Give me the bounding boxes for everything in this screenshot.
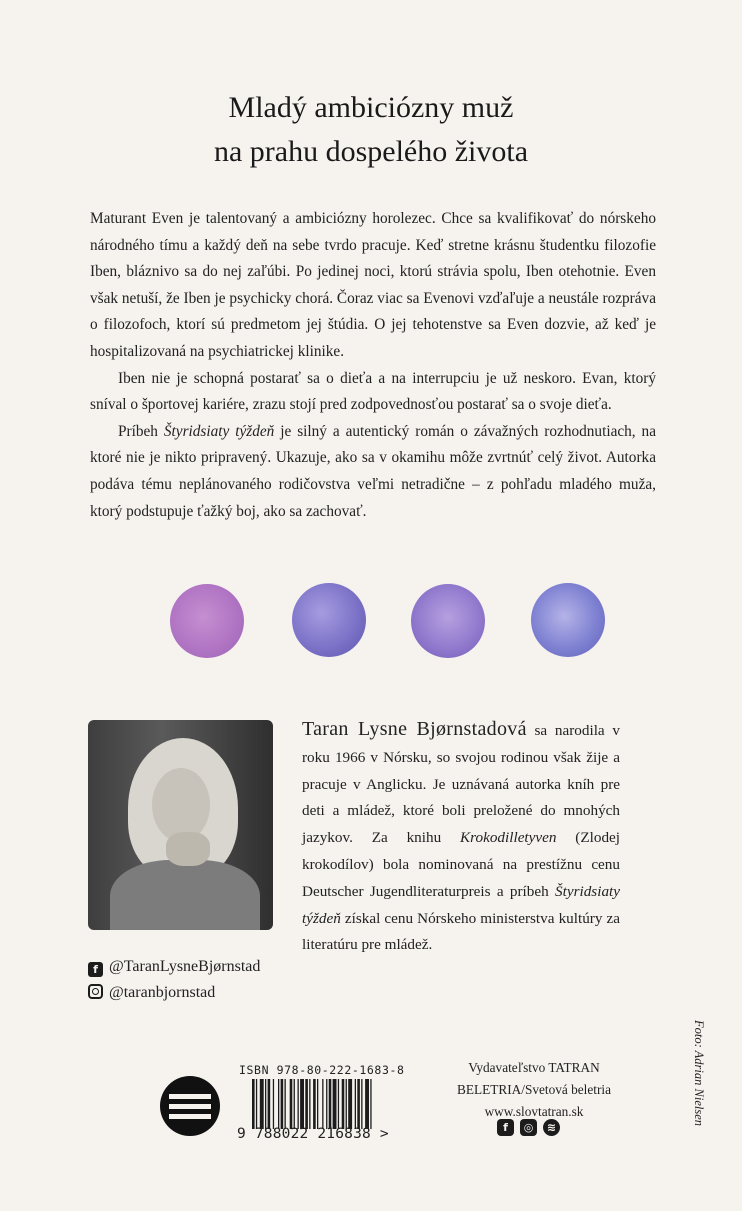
barcode-bar (285, 1079, 286, 1129)
headline-line-1: Mladý ambiciózny muž (228, 91, 514, 124)
barcode-bar (252, 1079, 255, 1129)
barcode-bar (313, 1079, 316, 1129)
logo-bar-middle (169, 1104, 211, 1109)
logo-bar-top (169, 1094, 211, 1099)
blurb-paragraph-3 (90, 419, 656, 525)
bio-book-2: Štyridsiaty týždeň (302, 882, 620, 927)
instagram-icon[interactable]: ◎ (520, 1119, 537, 1136)
barcode-bar (281, 1079, 284, 1129)
facebook-icon: f (88, 962, 103, 977)
bio-text-1: sa narodila v roku 1966 v Nórsku, so svojou rodinou však žije a pracuje v Anglicku. Je uznávaná autorka kníh pre deti a mládež, ktoré boli preložené do mnohých jazykov. Za knihu (302, 722, 621, 847)
barcode-bar (300, 1079, 304, 1129)
barcode-bar (273, 1079, 274, 1129)
blurb-p3-pre: Príbeh (118, 422, 164, 440)
author-photo-hand (166, 832, 210, 866)
blurb-paragraph-2: Iben nie je schopná postarať sa o dieťa a na interrupciu je už neskoro. Evan, ktorý sníval o športovej kariére, zrazu stojí pred zodpovednosťou postarať sa o svoje dieťa. (90, 369, 656, 414)
photo-credit: Foto: Adrian Nielsen (692, 1020, 706, 1127)
barcode-bar (370, 1079, 371, 1129)
barcode-bar (317, 1079, 318, 1129)
facebook-icon[interactable]: f (497, 1119, 514, 1136)
barcode (252, 1079, 410, 1129)
bio-text-3: získal cenu Nórskeho ministerstva kultúry za literatúru pre mládež. (302, 909, 620, 954)
author-bio-text (302, 716, 620, 959)
barcode-bar (355, 1079, 356, 1129)
author-photo (88, 720, 273, 930)
author-photo-face (152, 768, 210, 842)
barcode-bar (342, 1079, 345, 1129)
barcode-bar (294, 1079, 295, 1129)
publisher-url[interactable]: www.slovtatran.sk (484, 1104, 584, 1119)
publisher-info (440, 1057, 628, 1123)
barcode-bar (278, 1079, 279, 1129)
spotify-icon[interactable]: ≋ (543, 1119, 560, 1136)
instagram-handle[interactable] (88, 984, 215, 1002)
barcode-bar (348, 1079, 352, 1129)
logo-bar-bottom (169, 1114, 211, 1119)
watercolor-dot-1 (170, 584, 244, 658)
barcode-bar (338, 1079, 339, 1129)
barcode-bar (290, 1079, 293, 1129)
barcode-bar (265, 1079, 266, 1129)
barcode-bar (346, 1079, 347, 1129)
barcode-bar (329, 1079, 332, 1129)
headline-line-2: na prahu dospelého života (213, 135, 529, 168)
barcode-digits: 9 788022 216838 > (237, 1126, 389, 1142)
isbn-label: ISBN 978-80-222-1683-8 (239, 1063, 405, 1077)
barcode-bar (357, 1079, 360, 1129)
barcode-bar (298, 1079, 299, 1129)
watercolor-dot-2 (292, 583, 366, 657)
barcode-bar (361, 1079, 362, 1129)
blurb-p3-post: je silný a autentický román o závažných rozhodnutiach, na ktoré nie je nikto pripravený. Ukazuje, ako sa v okamihu môže zvrtnúť celý život. Autorka podáva tému neplánovaného rodičovstva veľmi netradične – z pohľadu mladého muža, ktorý podstupuje ťažký boj, ako sa zachovať. (90, 422, 656, 520)
blurb-paragraph-1: Maturant Even je talentovaný a ambiciózny horolezec. Chce sa kvalifikovať do nórskeho národného tímu a každý deň na sebe tvrdo pracuje. Keď stretne krásnu študentku filozofie Iben, bláznivo sa do nej zaľúbi. Po jedinej noci, ktorú strávia spolu, Iben otehotnie. Even však netuší, že Iben je psychicky chorá. Čoraz viac sa Evenovi vzďaľuje a neustále rozpráva o filozofoch, ktorí sú predmetom jej štúdia. O jej tehotenstve sa Even dozvie, až keď je hospitalizovaná na psychiatrickej klinike. (90, 210, 656, 360)
barcode-bar (309, 1079, 310, 1129)
author-bio (302, 716, 620, 959)
facebook-handle[interactable] (88, 958, 260, 977)
book-title: Štyridsiaty týždeň (163, 422, 275, 440)
watercolor-dot-3 (411, 584, 485, 658)
barcode-bar (268, 1079, 271, 1129)
barcode-bar (305, 1079, 308, 1129)
barcode-bar (365, 1079, 369, 1129)
barcode-bar (333, 1079, 337, 1129)
bio-book-1: Krokodilletyven (460, 829, 557, 847)
bio-text-2: (Zlodej krokodílov) bola nominovaná na prestížnu cenu Deutscher Jugendliteraturpreis a príbeh (302, 829, 621, 900)
instagram-handle-text: @taranbjornstad (109, 984, 216, 1001)
tatran-logo (160, 1076, 220, 1136)
barcode-bar (256, 1079, 257, 1129)
barcode-bar (322, 1079, 323, 1129)
barcode-bar (260, 1079, 264, 1129)
author-photo-body (110, 860, 260, 930)
publisher-name: Vydavateľstvo TATRAN (468, 1060, 600, 1075)
author-name: Taran Lysne Bjørnstadová (302, 718, 527, 740)
publisher-imprint: BELETRIA/Svetová beletria (457, 1082, 611, 1097)
headline (0, 86, 742, 174)
facebook-handle-text: @TaranLysneBjørnstad (109, 958, 261, 975)
instagram-icon (88, 984, 103, 999)
watercolor-dot-4 (531, 583, 605, 657)
barcode-bar (326, 1079, 327, 1129)
blurb (90, 206, 656, 525)
watercolor-dots (0, 580, 742, 660)
